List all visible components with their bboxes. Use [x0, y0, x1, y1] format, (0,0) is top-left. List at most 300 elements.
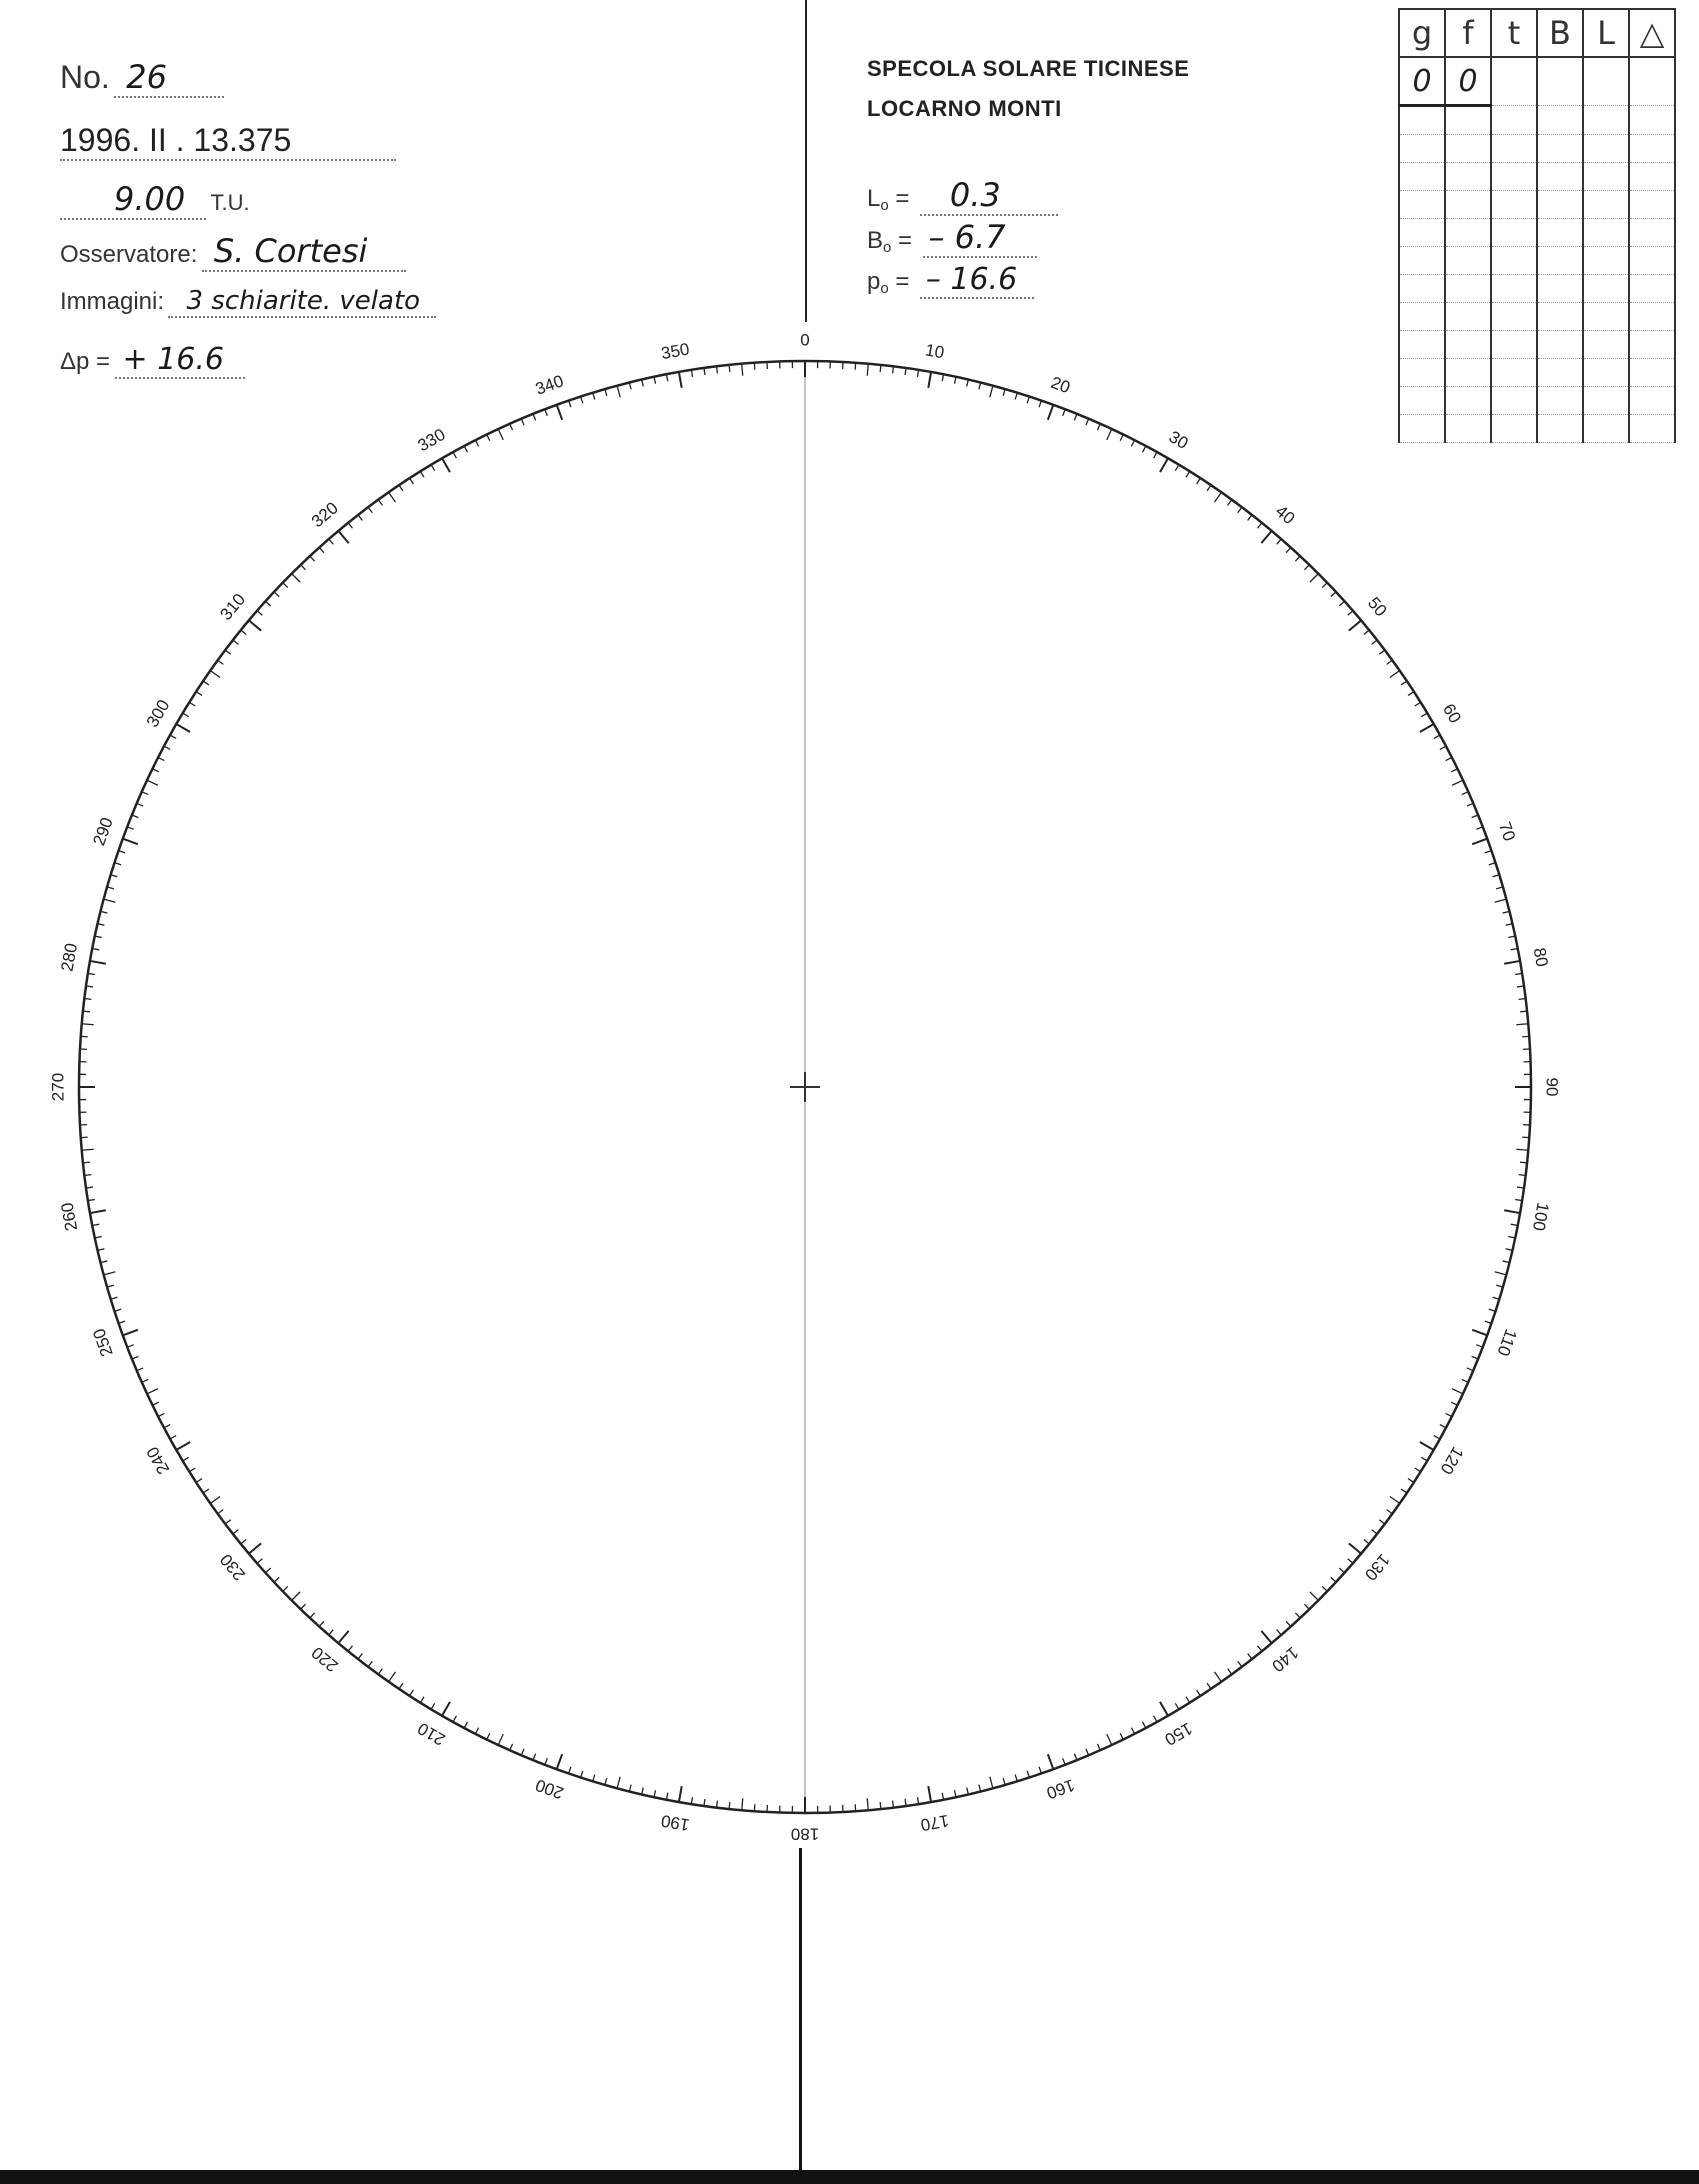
- dial-tick: [265, 1568, 270, 1573]
- table-cell: [1445, 247, 1491, 275]
- table-cell: [1629, 247, 1675, 275]
- dial-tick: [1331, 1577, 1336, 1582]
- dial-tick: [410, 478, 414, 484]
- dial-tick: [274, 592, 279, 597]
- dial-tick: [95, 1236, 102, 1237]
- dial-tick: [464, 1722, 467, 1728]
- dial-tick: [1063, 1758, 1066, 1765]
- dial-tick: [880, 1802, 881, 1809]
- dial-label-100: 100: [1528, 1201, 1553, 1233]
- param-p0-subscript: o: [880, 280, 889, 297]
- dial-tick: [1228, 1669, 1232, 1675]
- dial-tick: [310, 556, 315, 561]
- dial-tick: [420, 1697, 424, 1703]
- table-cell: [1537, 331, 1583, 359]
- table-cell: [1629, 359, 1675, 387]
- dial-tick: [1186, 471, 1190, 477]
- dial-label-250: 250: [89, 1325, 117, 1360]
- dial-tick: [581, 1771, 583, 1778]
- dial-tick: [593, 1775, 595, 1782]
- table-cell: [1537, 303, 1583, 331]
- dial-tick: [1496, 887, 1503, 889]
- dial-tick: [990, 1777, 993, 1789]
- dial-tick: [581, 397, 583, 404]
- bottom-axis-line: [799, 1848, 802, 2184]
- table-cell: [1583, 415, 1629, 443]
- table-cell: [1629, 191, 1675, 219]
- param-L0-row: [867, 176, 1058, 216]
- dial-tick: [1143, 446, 1146, 452]
- dial-tick: [218, 660, 224, 664]
- time-unit-label: T.U.: [210, 190, 250, 215]
- dial-tick: [158, 1413, 164, 1416]
- dial-tick: [1519, 999, 1526, 1000]
- table-cell: [1445, 303, 1491, 331]
- dial-tick: [115, 1309, 122, 1311]
- dial-label-330: 330: [414, 424, 449, 456]
- dial-tick: [111, 875, 118, 877]
- delta-p-label: Δp =: [60, 348, 111, 375]
- param-p0-row: [867, 262, 1034, 299]
- dial-tick: [241, 1539, 246, 1543]
- dial-label-220: 220: [307, 1642, 342, 1676]
- dial-tick: [605, 1778, 607, 1785]
- dial-tick: [283, 1586, 288, 1591]
- dial-tick: [642, 380, 644, 387]
- dial-tick: [147, 1389, 158, 1394]
- dial-tick: [545, 409, 548, 416]
- dial-tick: [1304, 1604, 1309, 1609]
- dial-tick: [101, 1261, 108, 1263]
- table-cell: [1445, 275, 1491, 303]
- dial-tick: [893, 366, 894, 373]
- dial-tick: [1348, 1559, 1353, 1564]
- dial-tick: [1310, 574, 1318, 582]
- dial-tick: [1503, 1261, 1510, 1263]
- record-number-row: [60, 58, 224, 98]
- dial-tick: [127, 1345, 134, 1348]
- dial-tick: [1197, 478, 1201, 484]
- dial-tick: [642, 1788, 644, 1795]
- dial-tick: [111, 1297, 118, 1299]
- dial-label-0: 0: [800, 330, 810, 350]
- dial-tick: [218, 1510, 224, 1514]
- dial-tick: [617, 386, 620, 398]
- dial-tick: [729, 365, 730, 372]
- dial-tick: [1520, 1162, 1527, 1163]
- dial-tick: [164, 746, 170, 749]
- dial-tick: [1048, 1754, 1053, 1769]
- table-cell: [1629, 106, 1675, 135]
- dial-tick: [1048, 405, 1053, 420]
- dial-tick: [170, 1436, 176, 1439]
- dial-tick: [1508, 1236, 1515, 1237]
- dial-label-240: 240: [142, 1443, 174, 1478]
- table-cell: [1629, 387, 1675, 415]
- dial-tick: [1257, 523, 1261, 528]
- dial-tick: [1520, 1011, 1527, 1012]
- dial-tick: [249, 620, 261, 630]
- dial-tick: [1496, 1285, 1503, 1287]
- dial-tick: [1086, 419, 1089, 425]
- dial-tick: [1489, 863, 1496, 865]
- table-cell: [1583, 106, 1629, 135]
- dial-label-60: 60: [1438, 700, 1465, 727]
- record-number-value: 26: [114, 58, 224, 98]
- dial-tick: [389, 492, 396, 502]
- dial-tick: [1295, 1613, 1300, 1618]
- dial-tick: [1003, 389, 1005, 396]
- dial-tick: [1261, 531, 1271, 543]
- dial-tick: [378, 500, 382, 506]
- dial-label-230: 230: [216, 1550, 250, 1585]
- param-B0-subscript: o: [883, 239, 892, 256]
- dial-tick: [1097, 424, 1100, 430]
- dial-tick: [442, 1702, 450, 1716]
- dial-tick: [990, 386, 993, 398]
- param-L0-subscript: o: [880, 197, 889, 214]
- dial-tick: [569, 401, 571, 408]
- dial-tick: [729, 1802, 730, 1809]
- param-p0-label: p: [867, 268, 881, 295]
- dial-tick: [1467, 1368, 1473, 1371]
- param-p0-value: – 16.6: [920, 262, 1034, 299]
- dial-tick: [132, 1356, 138, 1359]
- dial-label-300: 300: [142, 696, 174, 731]
- dial-tick: [954, 377, 955, 384]
- dial-tick: [84, 1175, 91, 1176]
- dial-tick: [183, 713, 189, 717]
- dial-tick: [1286, 547, 1291, 552]
- dial-tick: [368, 507, 372, 513]
- dial-tick: [176, 1442, 190, 1450]
- table-cell: [1445, 191, 1491, 219]
- dial-tick: [1039, 1767, 1041, 1774]
- dial-tick: [83, 1011, 90, 1012]
- dial-tick: [292, 574, 300, 582]
- dial-tick: [1238, 507, 1242, 513]
- dial-tick: [1207, 1683, 1211, 1689]
- dial-tick: [487, 434, 490, 440]
- col-header-B: B: [1537, 9, 1583, 57]
- table-cell: [1491, 415, 1537, 443]
- dial-tick: [257, 611, 262, 616]
- time-value: 9.00: [60, 180, 206, 220]
- dial-tick: [1120, 1733, 1123, 1739]
- dial-tick: [1462, 792, 1468, 795]
- dial-tick: [1434, 1436, 1440, 1439]
- dial-tick: [98, 1249, 105, 1251]
- dial-tick: [867, 364, 868, 376]
- dial-tick: [210, 671, 220, 678]
- table-cell: [1399, 219, 1445, 247]
- param-B0-row: [867, 218, 1037, 258]
- table-cell: [1537, 135, 1583, 163]
- table-cell: [1491, 387, 1537, 415]
- dial-tick: [510, 424, 513, 430]
- dial-tick: [1364, 1539, 1369, 1543]
- table-cell: [1583, 219, 1629, 247]
- dial-tick: [1446, 1413, 1452, 1416]
- sunspot-group-table: [1398, 8, 1676, 443]
- dial-tick: [176, 724, 190, 732]
- table-cell: [1399, 106, 1445, 135]
- dial-label-180: 180: [790, 1824, 820, 1844]
- table-row: [1399, 247, 1675, 275]
- dial-tick: [225, 1520, 231, 1524]
- dial-tick: [1015, 1775, 1017, 1782]
- dial-label-210: 210: [414, 1718, 449, 1750]
- col-header-f: f: [1445, 9, 1491, 57]
- dial-tick: [1516, 1024, 1528, 1025]
- dial-tick: [521, 1749, 524, 1755]
- dial-tick: [348, 1646, 352, 1651]
- dial-tick: [1215, 1672, 1222, 1682]
- dial-tick: [1348, 611, 1353, 616]
- dial-tick: [533, 414, 536, 420]
- dial-tick: [533, 1754, 536, 1760]
- dial-tick: [654, 377, 655, 384]
- dial-tick: [1467, 803, 1473, 806]
- table-cell: [1583, 387, 1629, 415]
- dial-tick: [1495, 1272, 1507, 1275]
- table-cell: [1629, 219, 1675, 247]
- dial-tick: [1154, 452, 1157, 458]
- dial-tick: [1322, 1586, 1327, 1591]
- dial-tick: [453, 1716, 456, 1722]
- dial-tick: [1516, 1149, 1528, 1150]
- dial-tick: [1472, 1330, 1487, 1335]
- dial-tick: [95, 936, 102, 937]
- dial-tick: [1215, 492, 1222, 502]
- dial-tick: [1421, 713, 1427, 717]
- dial-tick: [301, 1604, 306, 1609]
- dial-label-150: 150: [1161, 1718, 1196, 1750]
- dial-tick: [319, 547, 324, 552]
- record-number-label: No.: [60, 59, 110, 95]
- dial-tick: [119, 1321, 126, 1323]
- dial-tick: [605, 389, 607, 396]
- table-cell: [1399, 415, 1445, 443]
- date-row: [60, 122, 396, 161]
- dial-tick: [420, 471, 424, 477]
- dial-tick: [1143, 1722, 1146, 1728]
- dial-tick: [979, 383, 981, 390]
- dial-tick: [1420, 1442, 1434, 1450]
- param-L0-equals: =: [895, 185, 910, 212]
- dial-tick: [98, 924, 105, 926]
- dial-tick: [378, 1669, 382, 1675]
- dial-tick: [1379, 1520, 1385, 1524]
- dial-label-260: 260: [57, 1201, 82, 1233]
- dial-tick: [338, 531, 348, 543]
- dial-tick: [521, 419, 524, 425]
- param-L0-label: L: [867, 185, 881, 212]
- dial-label-280: 280: [57, 941, 82, 973]
- col-header-t: t: [1491, 9, 1537, 57]
- dial-tick: [338, 1631, 348, 1643]
- dial-tick: [274, 1577, 279, 1582]
- table-cell: [1583, 331, 1629, 359]
- dial-tick: [1248, 515, 1252, 521]
- dial-tick: [1452, 780, 1463, 785]
- observer-value: S. Cortesi: [202, 232, 406, 272]
- col-header-L: L: [1583, 9, 1629, 57]
- dial-tick: [1331, 592, 1336, 597]
- dial-tick: [147, 780, 158, 785]
- dial-tick: [431, 465, 435, 471]
- table-cell: [1491, 191, 1537, 219]
- dial-tick: [1390, 671, 1400, 678]
- table-row: [1399, 359, 1675, 387]
- dial-tick: [498, 1734, 503, 1745]
- dial-tick: [893, 1801, 894, 1808]
- dial-label-90: 90: [1542, 1077, 1562, 1097]
- dial-label-320: 320: [307, 498, 342, 532]
- dial-tick: [487, 1733, 490, 1739]
- dial-tick: [1310, 1592, 1318, 1600]
- cell-f: 0: [1445, 57, 1491, 106]
- dial-tick: [90, 961, 106, 964]
- col-header-g: g: [1399, 9, 1445, 57]
- dial-tick: [593, 393, 595, 400]
- dial-tick: [292, 1592, 300, 1600]
- dial-tick: [629, 1785, 631, 1792]
- dial-tick: [1074, 414, 1077, 420]
- dial-label-110: 110: [1493, 1326, 1521, 1359]
- dial-tick: [1387, 1510, 1393, 1514]
- table-cell: [1399, 275, 1445, 303]
- dial-tick: [1504, 961, 1520, 964]
- table-cell: [1445, 135, 1491, 163]
- dial-tick: [629, 383, 631, 390]
- table-cell: [1629, 135, 1675, 163]
- observer-row: [60, 232, 406, 272]
- table-cell: [1445, 331, 1491, 359]
- dial-tick: [1015, 393, 1017, 400]
- dial-tick: [399, 485, 403, 491]
- dial-tick: [1408, 1479, 1414, 1483]
- param-B0-value: – 6.7: [923, 218, 1037, 258]
- dial-tick: [1154, 1716, 1157, 1722]
- dial-tick: [152, 769, 158, 772]
- dial-tick: [1131, 440, 1134, 446]
- dial-tick: [265, 601, 270, 606]
- dial-tick: [233, 1530, 239, 1534]
- dial-tick: [475, 1728, 478, 1734]
- dial-tick: [742, 1798, 743, 1810]
- dial-tick: [82, 1149, 94, 1150]
- table-cell: [1445, 106, 1491, 135]
- dial-tick: [1451, 1402, 1457, 1405]
- dial-tick: [557, 405, 562, 420]
- dial-tick: [1261, 1631, 1271, 1643]
- table-row: [1399, 303, 1675, 331]
- table-cell: [1491, 135, 1537, 163]
- dial-tick: [1472, 815, 1478, 818]
- dial-tick: [1277, 1630, 1282, 1635]
- dial-tick: [368, 1661, 372, 1667]
- dial-tick: [1027, 397, 1029, 404]
- table-cell: [1491, 163, 1537, 191]
- cell-L: [1583, 57, 1629, 106]
- param-B0-label: B: [867, 227, 884, 254]
- dial-tick: [1107, 1734, 1112, 1745]
- col-header-triangle: △: [1629, 9, 1675, 57]
- dial-tick: [1186, 1697, 1190, 1703]
- observer-label: Osservatore:: [60, 241, 198, 268]
- dial-tick: [1462, 1379, 1468, 1382]
- dial-tick: [1415, 702, 1421, 706]
- dial-tick: [310, 1613, 315, 1618]
- table-row: [1399, 163, 1675, 191]
- dial-label-340: 340: [532, 371, 567, 399]
- dial-tick: [569, 1767, 571, 1774]
- dial-tick: [152, 1402, 158, 1405]
- table-cell: [1537, 219, 1583, 247]
- dial-tick: [1257, 1646, 1261, 1651]
- dial-tick: [1372, 640, 1378, 644]
- table-row: [1399, 415, 1675, 443]
- dial-tick: [717, 1801, 718, 1808]
- dial-label-290: 290: [89, 814, 117, 849]
- table-cell: [1445, 163, 1491, 191]
- dial-label-80: 80: [1529, 946, 1552, 969]
- table-cell: [1537, 275, 1583, 303]
- dial-label-170: 170: [919, 1810, 951, 1835]
- dial-tick: [967, 380, 969, 387]
- dial-tick: [1506, 1249, 1513, 1251]
- dial-label-200: 200: [532, 1775, 567, 1803]
- dial-tick: [1387, 660, 1393, 664]
- dial-tick: [329, 1630, 334, 1635]
- top-axis-line: [805, 0, 807, 322]
- dial-label-30: 30: [1165, 427, 1192, 454]
- dial-tick: [1086, 1749, 1089, 1755]
- dial-tick: [1248, 1654, 1252, 1660]
- table-row: [1399, 57, 1675, 106]
- dial-tick: [1238, 1661, 1242, 1667]
- table-cell: [1583, 163, 1629, 191]
- table-cell: [1399, 135, 1445, 163]
- dial-tick: [1506, 924, 1513, 926]
- dial-tick: [431, 1703, 435, 1709]
- dial-tick: [1003, 1778, 1005, 1785]
- dial-tick: [101, 911, 108, 913]
- dial-tick: [196, 1479, 202, 1483]
- dial-tick: [979, 1785, 981, 1792]
- dial-tick: [475, 440, 478, 446]
- dial-tick: [1063, 409, 1066, 416]
- dial-tick: [1446, 757, 1452, 760]
- table-cell: [1399, 387, 1445, 415]
- table-cell: [1583, 191, 1629, 219]
- table-cell: [1491, 219, 1537, 247]
- table-cell: [1629, 303, 1675, 331]
- table-cell: [1537, 387, 1583, 415]
- dial-label-120: 120: [1436, 1443, 1468, 1478]
- table-cell: [1445, 359, 1491, 387]
- institution-name: SPECOLA SOLARE TICINESE: [867, 56, 1190, 81]
- dial-tick: [183, 1457, 189, 1461]
- dial-tick: [399, 1683, 403, 1689]
- images-value: 3 schiarite. velato: [168, 286, 436, 318]
- dial-tick: [319, 1621, 324, 1626]
- dial-tick: [1508, 936, 1515, 937]
- dial-tick: [717, 366, 718, 373]
- dial-tick: [442, 458, 450, 472]
- dial-tick: [1160, 458, 1168, 472]
